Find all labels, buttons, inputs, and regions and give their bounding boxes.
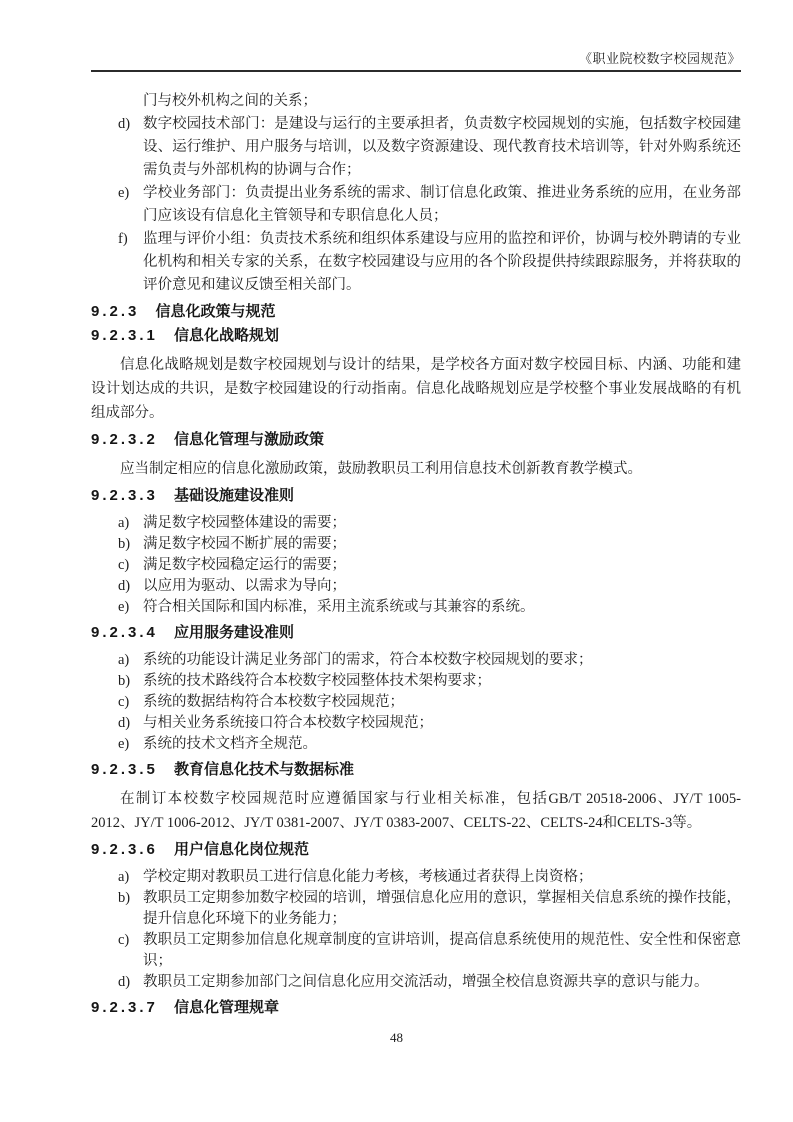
list-item-marker: d): [118, 974, 131, 990]
list-item-text: 教职员工定期参加信息化规章制度的宣讲培训，提高信息系统使用的规范性、安全性和保密意识；: [143, 932, 741, 969]
list-item: [91, 867, 741, 888]
list-item: [91, 930, 741, 972]
heading-9-2-3: [91, 303, 741, 321]
list-item-marker: a): [118, 652, 130, 668]
list-item: [91, 972, 741, 993]
list-item-marker: d): [118, 715, 131, 731]
list-item-text: 系统的功能设计满足业务部门的需求，符合本校数字校园规划的要求；: [143, 652, 593, 668]
list-item: [91, 650, 741, 671]
list-item-marker: a): [118, 515, 130, 531]
list-item-marker: d): [118, 116, 131, 132]
list-item: [91, 555, 741, 576]
list-item: [91, 534, 741, 555]
page-body: [91, 90, 741, 1017]
list-item-marker: b): [118, 536, 131, 552]
paragraph-9-2-3-1: 信息化战略规划是数字校园规划与设计的结果，是学校各方面对数字校园目标、内涵、功能和建设计划达成的共识，是数字校园建设的行动指南。信息化战略规划应是学校整个事业发展战略的有机组成部分。: [91, 357, 741, 421]
list-9-2-3-4: [91, 650, 741, 755]
heading-title: 信息化管理与激励政策: [174, 431, 325, 448]
heading-9-2-3-6: [91, 841, 741, 859]
heading-title: 应用服务建设准则: [174, 624, 295, 641]
doc-title: 《职业院校数字校园规范》: [578, 51, 741, 66]
list-item-text: 系统的数据结构符合本校数字校园规范；: [143, 694, 404, 710]
list-item-marker: e): [118, 736, 130, 752]
list-item: [91, 182, 741, 228]
list-item-marker: c): [118, 932, 130, 948]
heading-number: 9.2.3.1: [91, 327, 158, 344]
list-item-marker: f): [118, 231, 128, 247]
list-item: [91, 576, 741, 597]
list-item-text: 数字校园技术部门：是建设与运行的主要承担者，负责数字校园规划的实施，包括数字校园建设、运行维护、用户服务与培训，以及数字资源建设、现代教育技术培训等，针对外购系统还需负责与外部机构的协调与合作；: [143, 116, 741, 178]
list-item: [91, 671, 741, 692]
paragraph-9-2-3-5: 在制订本校数字校园规范时应遵循国家与行业相关标准，包括GB/T 20518-2006、JY/T 1005-2012、JY/T 1006-2012、JY/T 0381-2007、JY/T 0383-2007、CELTS-22、CELTS-24和CELTS-3等。: [91, 791, 741, 831]
list-item-marker: b): [118, 673, 131, 689]
page-footer: [0, 1030, 793, 1045]
heading-number: 9.2.3.5: [91, 761, 158, 778]
list-item-text: 符合相关国际和国内标准，采用主流系统或与其兼容的系统。: [143, 599, 535, 615]
list-item-text: 以应用为驱动、以需求为导向；: [143, 578, 346, 594]
list-item-marker: b): [118, 890, 131, 906]
heading-9-2-3-1: [91, 327, 741, 345]
heading-title: 信息化政策与规范: [155, 303, 276, 320]
list-item: [91, 513, 741, 534]
list-item-text: 与相关业务系统接口符合本校数字校园规范；: [143, 715, 433, 731]
list-item-marker: c): [118, 694, 130, 710]
page-number: 48: [390, 1030, 403, 1045]
list-9-2-3-3: [91, 513, 741, 618]
list-item-text: 教职员工定期参加部门之间信息化应用交流活动，增强全校信息资源共享的意识与能力。: [143, 974, 709, 990]
list-item: [91, 888, 741, 930]
heading-9-2-3-2: [91, 431, 741, 449]
heading-number: 9.2.3.7: [91, 999, 158, 1016]
org-roles-list: [91, 113, 741, 297]
heading-number: 9.2.3.3: [91, 487, 158, 504]
list-item: [91, 734, 741, 755]
page-header: [91, 52, 741, 72]
heading-number: 9.2.3.6: [91, 841, 158, 858]
list-item: [91, 713, 741, 734]
list-9-2-3-6: [91, 867, 741, 993]
list-item: [91, 228, 741, 297]
heading-title: 信息化战略规划: [174, 327, 280, 344]
heading-title: 用户信息化岗位规范: [174, 841, 310, 858]
list-item-marker: e): [118, 185, 130, 201]
list-item: [91, 692, 741, 713]
list-item-marker: e): [118, 599, 130, 615]
list-item-text: 系统的技术路线符合本校数字校园整体技术架构要求；: [143, 673, 491, 689]
list-item-marker: c): [118, 557, 130, 573]
list-item-text: 教职员工定期参加数字校园的培训，增强信息化应用的意识，掌握相关信息系统的操作技能，提升信息化环境下的业务能力；: [143, 890, 741, 927]
list-item-text: 满足数字校园稳定运行的需要；: [143, 557, 346, 573]
heading-number: 9.2.3: [91, 303, 140, 320]
heading-9-2-3-7: [91, 999, 741, 1017]
paragraph-9-2-3-2: 应当制定相应的信息化激励政策，鼓励教职员工利用信息技术创新教育教学模式。: [120, 461, 642, 477]
heading-number: 9.2.3.4: [91, 624, 158, 641]
heading-title: 教育信息化技术与数据标准: [174, 761, 355, 778]
heading-title: 基础设施建设准则: [174, 487, 295, 504]
list-item-text: 监理与评价小组：负责技术系统和组织体系建设与应用的监控和评价，协调与校外聘请的专业化机构和相关专家的关系，在数字校园建设与应用的各个阶段提供持续跟踪服务，并将获取的评价意见和建议反馈至相关部门。: [143, 231, 741, 293]
list-item: [91, 113, 741, 182]
heading-9-2-3-3: [91, 487, 741, 505]
list-item-text: 系统的技术文档齐全规范。: [143, 736, 317, 752]
list-item-text: 学校业务部门：负责提出业务系统的需求、制订信息化政策、推进业务系统的应用，在业务部门应该设有信息化主管领导和专职信息化人员；: [143, 185, 741, 224]
heading-9-2-3-5: [91, 761, 741, 779]
list-item: [91, 597, 741, 618]
heading-9-2-3-4: [91, 624, 741, 642]
list-item-marker: a): [118, 869, 130, 885]
intro-continuation-line: 门与校外机构之间的关系；: [143, 93, 317, 109]
heading-number: 9.2.3.2: [91, 431, 158, 448]
list-item-text: 学校定期对教职员工进行信息化能力考核，考核通过者获得上岗资格；: [143, 869, 593, 885]
list-item-marker: d): [118, 578, 131, 594]
heading-title: 信息化管理规章: [174, 999, 280, 1016]
list-item-text: 满足数字校园不断扩展的需要；: [143, 536, 346, 552]
list-item-text: 满足数字校园整体建设的需要；: [143, 515, 346, 531]
